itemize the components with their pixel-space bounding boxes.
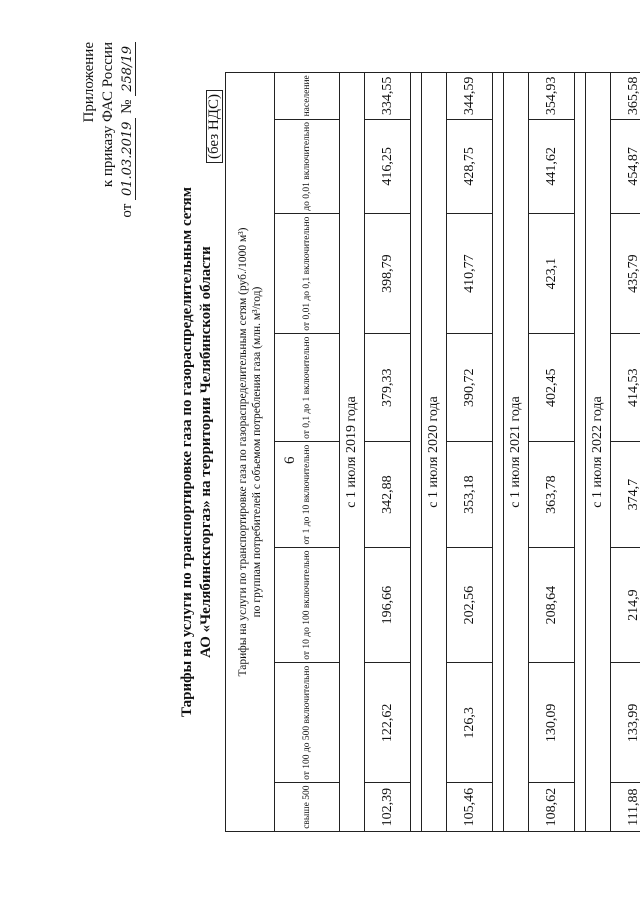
appendix-line1: Приложение xyxy=(81,42,97,123)
rotated-landscape-page xyxy=(20,12,640,892)
date-prefix: от xyxy=(119,203,135,218)
title-line1: Тарифы на услуги по транспортировке газа по газораспределительным сетям xyxy=(179,187,195,717)
tariff-cell: 126,3 xyxy=(447,663,493,783)
title-line2: АО «Челябинскгоргаз» на территории Челябинской области xyxy=(198,246,214,658)
handwritten-number: 258/19 xyxy=(120,42,136,96)
tariff-cell: 102,39 xyxy=(365,783,411,832)
no-vat-note: (без НДС) xyxy=(206,90,223,163)
tariff-cell: 428,75 xyxy=(447,119,493,213)
tariff-cell: 334,55 xyxy=(365,73,411,120)
tariff-cell: 435,79 xyxy=(611,214,640,334)
number-prefix: № xyxy=(119,99,135,114)
tariff-cell: 410,77 xyxy=(447,214,493,334)
column-header: от 100 до 500 включительно xyxy=(275,663,340,783)
tariff-cell: 423,1 xyxy=(529,214,575,334)
tariff-cell: 208,64 xyxy=(529,547,575,662)
tariff-cell: 454,87 xyxy=(611,119,640,213)
tariff-cell: 374,7 xyxy=(611,442,640,548)
tariff-cell: 342,88 xyxy=(365,442,411,548)
tariff-cell: 390,72 xyxy=(447,334,493,442)
tariff-cell: 402,45 xyxy=(529,334,575,442)
tariff-cell: 108,62 xyxy=(529,783,575,832)
tariff-cell: 414,53 xyxy=(611,334,640,442)
tariff-cell: 416,25 xyxy=(365,119,411,213)
column-header: от 0,01 до 0,1 включительно xyxy=(275,214,340,334)
period-label: с 1 июля 2021 года xyxy=(504,73,529,832)
tariff-cell: 441,62 xyxy=(529,119,575,213)
table-main-header xyxy=(226,73,275,832)
main-header-line1: Тарифы на услуги по транспортировке газа по газораспределительным сетям (руб./1000 м³) xyxy=(237,227,249,677)
column-header: от 10 до 100 включительно xyxy=(275,547,340,662)
tariff-cell: 354,93 xyxy=(529,73,575,120)
tariff-cell: 105,46 xyxy=(447,783,493,832)
appendix-date-line xyxy=(118,42,137,218)
main-header-line2: по группам потребителей с объемом потребления газа (млн. м³/год) xyxy=(251,286,263,618)
period-label: с 1 июля 2019 года xyxy=(340,73,365,832)
column-header: до 0,01 включительно xyxy=(275,119,340,213)
tariff-cell: 196,66 xyxy=(365,547,411,662)
tariff-cell: 344,59 xyxy=(447,73,493,120)
tariff-cell: 365,58 xyxy=(611,73,640,120)
tariff-cell: 130,09 xyxy=(529,663,575,783)
table-row xyxy=(447,73,493,832)
period-label: с 1 июля 2022 года xyxy=(586,73,611,832)
tariff-cell: 133,99 xyxy=(611,663,640,783)
tariff-cell: 214,9 xyxy=(611,547,640,662)
tariff-cell: 398,79 xyxy=(365,214,411,334)
period-label: с 1 июля 2020 года xyxy=(422,73,447,832)
appendix-line2: к приказу ФАС России xyxy=(100,42,116,188)
page-number: 6 xyxy=(282,456,298,464)
table-row xyxy=(611,73,640,832)
handwritten-date: 01.03.2019 xyxy=(120,118,136,200)
tariff-cell: 363,78 xyxy=(529,442,575,548)
tariff-cell: 202,56 xyxy=(447,547,493,662)
tariff-cell: 122,62 xyxy=(365,663,411,783)
table-row xyxy=(529,73,575,832)
tariff-cell: 111,88 xyxy=(611,783,640,832)
tariff-cell: 353,18 xyxy=(447,442,493,548)
column-header: население xyxy=(275,73,340,120)
tariff-cell: 379,33 xyxy=(365,334,411,442)
table-row xyxy=(365,73,411,832)
column-header: свыше 500 xyxy=(275,783,340,832)
column-header: от 1 до 10 включительно xyxy=(275,442,340,548)
appendix-block xyxy=(80,42,137,218)
column-header: от 0,1 до 1 включительно xyxy=(275,334,340,442)
tariff-table xyxy=(225,72,640,832)
